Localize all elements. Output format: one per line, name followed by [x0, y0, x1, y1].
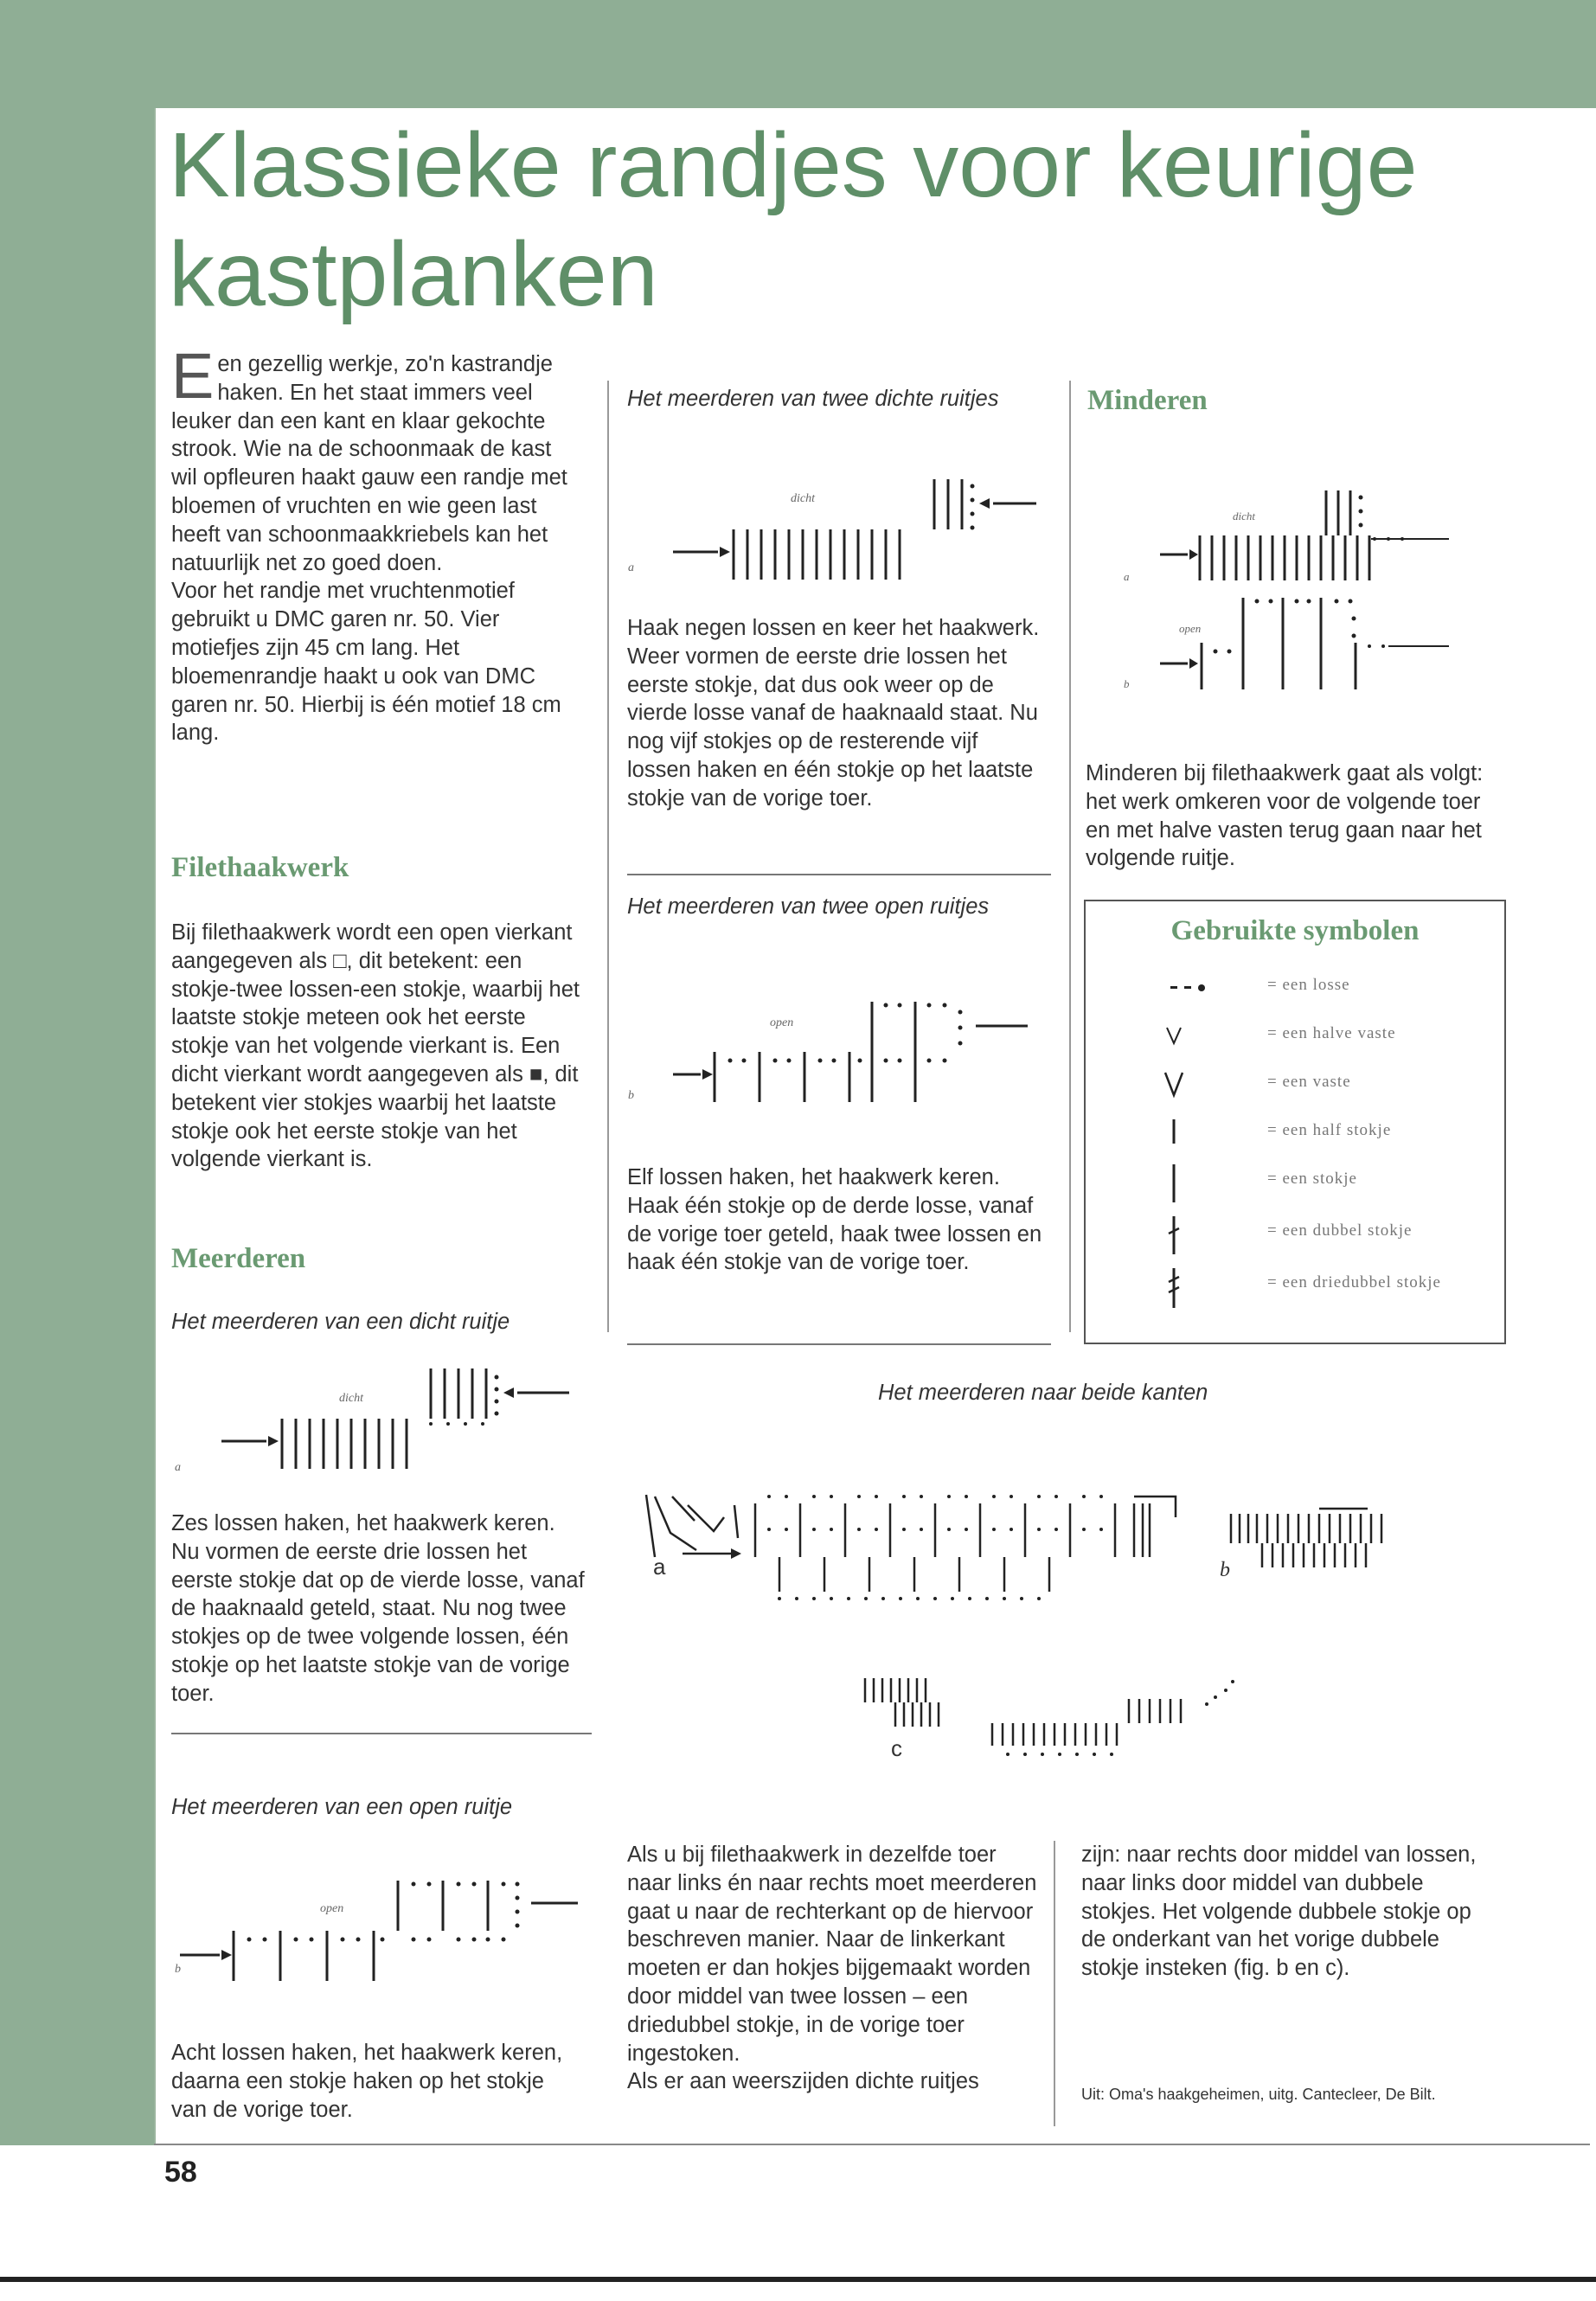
left-color-bar — [0, 0, 154, 2145]
fig-letter-b-3: b — [1124, 677, 1130, 690]
caption-twee-open-ruitjes: Het meerderen van twee open ruitjes — [627, 894, 990, 919]
filet-text — [171, 919, 585, 1174]
caption-beide-kanten: Het meerderen naar beide kanten — [878, 1381, 1208, 1405]
fig-minderen — [1086, 471, 1509, 705]
symbol-row-vaste — [1146, 1067, 1492, 1102]
caption-dicht-ruitje: Het meerderen van een dicht ruitje — [171, 1310, 510, 1334]
beide-text-right — [1081, 1841, 1501, 1983]
fig-label-open-2: open — [770, 1016, 794, 1029]
twee-dichte-text — [627, 614, 1044, 813]
intro-paragraph-2: Voor het randje met vruchtenmotief gebruikt u DMC garen nr. 50. Vier motiefjes zijn 45 cm lang. Het bloemenrandje haakt u ook van DMC garen nr. 50. Hierbij is één motief 18 cm lang. — [171, 579, 561, 746]
beide-text-left — [627, 1841, 1038, 2096]
fig-letter-a: a — [175, 1461, 181, 1474]
minderen-text — [1086, 760, 1505, 873]
beide-paragraph-2: zijn: naar rechts door middel van lossen, naar links door middel van dubbele stokjes. Het volgende dubbele stokje op de onderkant van het vorige dubbele stokje insteken (fig. b en c). — [1081, 1843, 1477, 1981]
bottom-border — [0, 2277, 1596, 2282]
symbol-label-stokje: = een stokje — [1267, 1170, 1357, 1188]
fig-letter-a-3: a — [1124, 570, 1130, 583]
fig-label-open-3: open — [1179, 622, 1202, 635]
intro-text — [171, 340, 578, 747]
twee-open-text — [627, 1163, 1042, 1277]
fig-letter-a-4: a — [653, 1554, 666, 1580]
panel-bottom-border — [154, 2144, 1590, 2145]
meerderen-open-text — [171, 2039, 585, 2124]
heading-meerderen: Meerderen — [171, 1243, 306, 1274]
heading-minderen: Minderen — [1087, 385, 1208, 416]
fig-label-dicht: dicht — [339, 1392, 363, 1405]
fig-letter-b: b — [175, 1963, 181, 1976]
symbol-row-halve-vaste — [1146, 1019, 1492, 1054]
symbol-label-driedubbel-stokje: = een driedubbel stokje — [1267, 1273, 1441, 1292]
source-credit: Uit: Oma's haakgeheimen, uitg. Cantecleer, De Bilt. — [1081, 2086, 1436, 2103]
meerderen-dicht-paragraph: Zes lossen haken, het haakwerk keren. Nu vormen de eerste drie lossen het eerste stokje dat op de vierde losse, vanaf de haaknaald geteld, staat. Nu nog twee stokjes op de twee volgende lossen, één stokje op het laatste stokje van de vorige toer. — [171, 1511, 585, 1706]
symbol-label-losse: = een losse — [1267, 976, 1350, 994]
fig-letter-b-4: b — [1220, 1559, 1230, 1581]
fig-letter-c-4: c — [891, 1735, 902, 1761]
fig-meerderen-dicht-ruitje — [171, 1358, 595, 1479]
fig-letter-a-2: a — [628, 561, 634, 574]
heading-filethaakwerk: Filethaakwerk — [171, 852, 349, 883]
divider-col1 — [171, 1733, 592, 1734]
symbols-box — [1084, 900, 1506, 1344]
symbol-label-halve-vaste: = een halve vaste — [1267, 1024, 1396, 1042]
meerderen-dicht-text — [171, 1509, 585, 1708]
symbols-title: Gebruikte symbolen — [1170, 915, 1420, 946]
symbol-row-losse — [1146, 971, 1492, 1005]
fig-meerderen-beide-kanten — [627, 1471, 1561, 1799]
caption-twee-dichte-ruitjes: Het meerderen van twee dichte ruitjes — [627, 387, 999, 411]
column-divider-1 — [607, 381, 609, 1332]
symbol-row-stokje — [1146, 1164, 1492, 1199]
meerderen-open-paragraph: Acht lossen haken, het haakwerk keren, daarna een stokje haken op het stokje van de vorige toer. — [171, 2041, 563, 2122]
intro-paragraph-1: en gezellig werkje, zo'n kastrandje haken. En het staat immers veel leuker dan een kant en klaar gekochte strook. Wie na de schoonmaak de kast wil opfleuren haakt gauw een randje met bloemen of vruchten en wie geen last heeft van schoonmaakkriebels kan het natuurlijk net zo goed doen. — [171, 352, 567, 575]
fig-meerderen-twee-dichte — [621, 458, 1045, 588]
dropcap: E — [171, 340, 215, 412]
header-banner — [0, 0, 1596, 108]
filet-paragraph: Bij filethaakwerk wordt een open vierkant aangegeven als □, dit betekent: een stokje-twee lossen-een stokje, waarbij het laatste stokje meteen ook het eerste stokje van het volgende vierkant is. Een dicht vierkant wordt aangegeven als ■, dit betekent vier stokjes waarbij het laatste stokje ook het eerste stokje van het volgende vierkant is. — [171, 920, 580, 1172]
fig-meerderen-open-ruitje — [171, 1860, 595, 1990]
beide-paragraph-1: Als u bij filethaakwerk in dezelfde toer naar links én naar rechts moet meerderen gaat u naar de rechterkant op de hiervoor beschreven manier. Naar de linkerkant moeten er dan hokjes bijgemaakt worden door middel van twee lossen – een driedubbel stokje, in de vorige toer ingestoken. Als er aan weerszijden dichte ruitjes — [627, 1843, 1037, 2094]
column-divider-2 — [1069, 381, 1071, 1332]
caption-open-ruitje: Het meerderen van een open ruitje — [171, 1795, 513, 1819]
symbol-row-dubbel-stokje — [1146, 1216, 1492, 1251]
page-title: Klassieke randjes voor keurige kastplanken — [169, 114, 1418, 325]
fig-label-dicht-3: dicht — [1233, 510, 1255, 522]
divider-col2-top — [627, 874, 1051, 875]
column-divider-3 — [1054, 1841, 1055, 2126]
fig-label-open: open — [320, 1902, 344, 1915]
minderen-paragraph: Minderen bij filethaakwerk gaat als volgt: het werk omkeren voor de volgende toer en met halve vasten terug gaan naar het volgende ruitje. — [1086, 761, 1484, 871]
divider-col2-bottom — [627, 1343, 1051, 1345]
page-number: 58 — [164, 2156, 197, 2189]
symbol-label-dubbel-stokje: = een dubbel stokje — [1267, 1221, 1413, 1240]
symbol-row-half-stokje — [1146, 1116, 1492, 1150]
twee-dichte-paragraph: Haak negen lossen en keer het haakwerk. Weer vormen de eerste drie lossen het eerste stokje, dat dus ook weer op de vierde losse vanaf de haaknaald staat. Nu nog vijf stokjes op de resterende vijf lossen haken en één stokje op het laatste stokje van de vorige toer. — [627, 616, 1040, 811]
symbol-row-driedubbel-stokje — [1146, 1268, 1492, 1303]
fig-label-dicht-2: dicht — [791, 492, 815, 505]
fig-letter-b-2: b — [628, 1089, 634, 1102]
symbol-label-half-stokje: = een half stokje — [1267, 1121, 1392, 1139]
fig-meerderen-twee-open — [621, 977, 1045, 1107]
symbol-label-vaste: = een vaste — [1267, 1073, 1351, 1091]
panel-left-border — [154, 108, 156, 2145]
twee-open-paragraph: Elf lossen haken, het haakwerk keren. Haak één stokje op de derde losse, vanaf de vorige toer geteld, haak twee lossen en haak één stokje van de vorige toer. — [627, 1165, 1042, 1275]
